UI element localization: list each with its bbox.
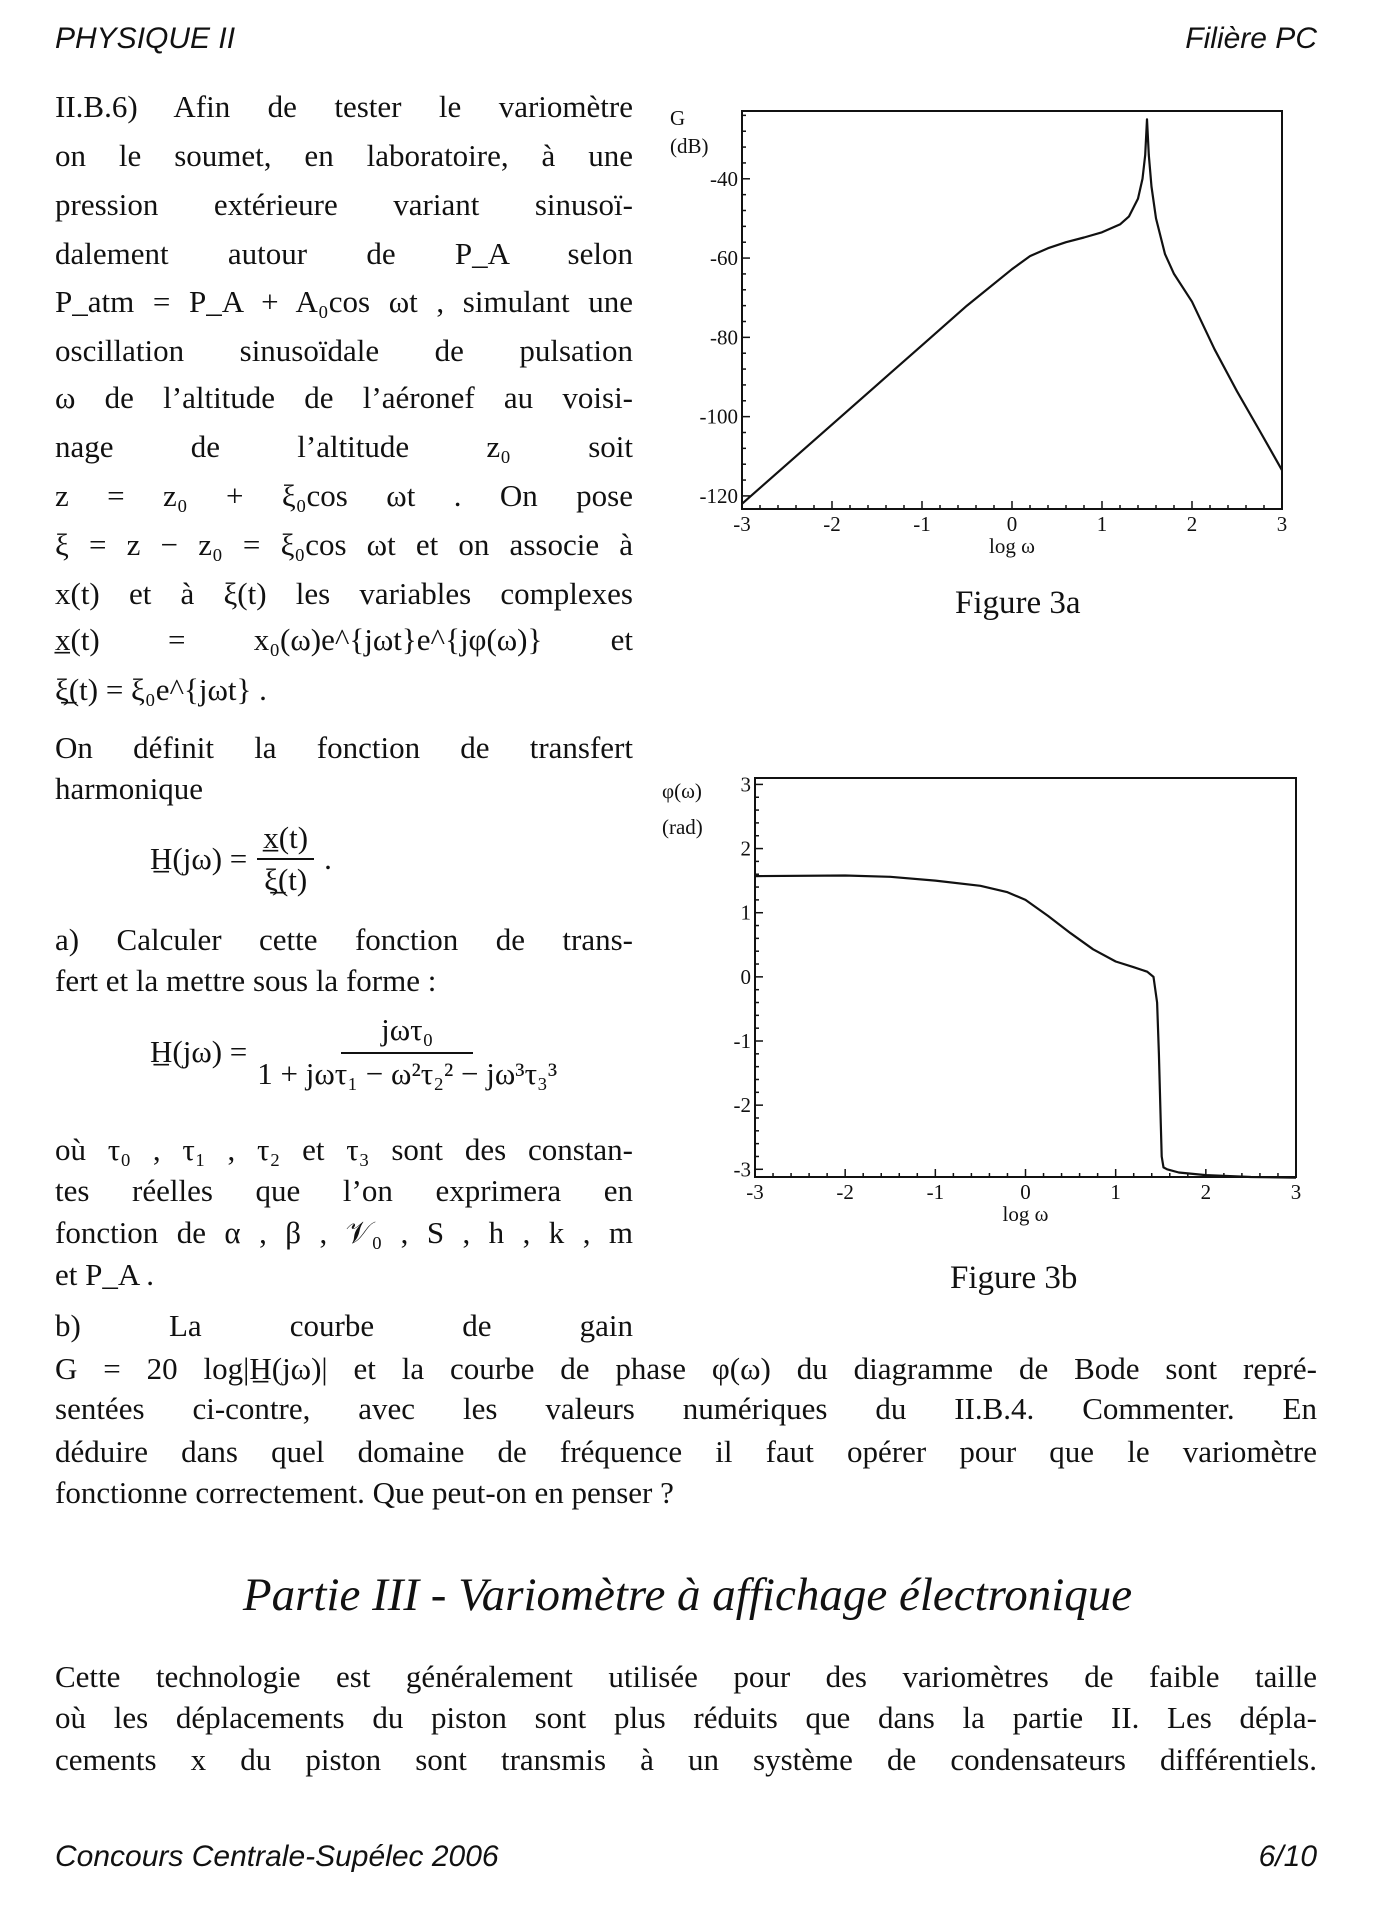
y-tick-label: 0 (740, 964, 751, 989)
text-line: où τ₀ , τ₁ , τ₂ et τ₃ sont des constan- (55, 1132, 633, 1167)
formula-lhs: H̲(jω) = (150, 1034, 248, 1069)
data-series-line (742, 119, 1282, 504)
transfer-function-definition (150, 820, 332, 898)
y-tick-label: -3 (733, 1157, 751, 1182)
text-line: ξ = z − z₀ = ξ₀cos ωt et on associe à (55, 527, 633, 562)
text-line: b) La courbe de gain (55, 1308, 633, 1343)
y-tick-label: 2 (740, 836, 751, 861)
x-tick-label: 2 (1186, 512, 1198, 536)
text-line: x̲(t) = x₀(ω)e^{jωt}e^{jφ(ω)} et (55, 622, 633, 657)
gain-bode-chart (650, 90, 1310, 570)
denominator: 1 + jωτ₁ − ω²τ₂² − jω³τ₃³ (257, 1056, 558, 1091)
figure-3b-caption: Figure 3b (950, 1260, 1078, 1296)
plot-frame (742, 111, 1282, 509)
x-tick-label: 2 (1200, 1180, 1212, 1204)
text-line: nage de l’altitude z₀ soit (55, 429, 633, 464)
text-line: x(t) et à ξ(t) les variables complexes (55, 576, 633, 611)
y-tick-label: -2 (733, 1093, 751, 1118)
fraction (257, 820, 314, 898)
text-line: et P_A . (55, 1257, 155, 1292)
phase-bode-chart (650, 750, 1320, 1240)
x-tick-label: 1 (1110, 1180, 1121, 1204)
x-tick-label: 3 (1290, 1180, 1302, 1204)
denominator: ξ̲(t) (264, 862, 308, 897)
text-line: II.B.6) Afin de tester le variomètre (55, 89, 633, 124)
footer-left: Concours Centrale-Supélec 2006 (55, 1840, 499, 1873)
y-tick-label: -100 (699, 404, 738, 429)
text-line: fonctionne correctement. Que peut-on en penser ? (55, 1475, 674, 1510)
data-series-line (755, 876, 1296, 1178)
x-tick-label: -3 (746, 1180, 764, 1204)
text-line: oscillation sinusoïdale de pulsation (55, 333, 633, 368)
x-tick-label: -1 (926, 1180, 945, 1204)
y-tick-label: -40 (710, 166, 738, 191)
text-line: z = z₀ + ξ₀cos ωt . On pose (55, 478, 633, 513)
x-tick-label: -3 (733, 512, 751, 536)
y-tick-label: -120 (699, 483, 738, 508)
text-line: déduire dans quel domaine de fréquence il faut opérer pour que le variomètre (55, 1434, 1317, 1469)
text-line: ξ̲(t) = ξ₀e^{jωt} . (55, 672, 267, 707)
section-heading: Partie III - Variomètre à affichage électronique (242, 1569, 1133, 1621)
x-axis-label: log ω (1002, 1202, 1049, 1226)
x-tick-label: -1 (913, 512, 931, 536)
fraction (257, 1012, 557, 1092)
part-a-line: fert et la mettre sous la forme : (55, 963, 437, 998)
part-a-line: a) Calculer cette fonction de trans- (55, 922, 633, 957)
footer-right: 6/10 (1258, 1840, 1317, 1873)
text-line: cements x du piston sont transmis à un système de condensateurs différentiels. (55, 1742, 1317, 1777)
x-tick-label: -2 (823, 512, 841, 536)
numerator: x̲(t) (257, 820, 314, 860)
text-line: où les déplacements du piston sont plus réduits que dans la partie II. Les dépla- (55, 1700, 1317, 1735)
x-tick-label: 0 (1020, 1180, 1031, 1204)
y-axis-label: G (670, 106, 686, 130)
x-axis-label: log ω (989, 534, 1035, 558)
running-header-left: PHYSIQUE II (55, 22, 236, 55)
text-line: On définit la fonction de transfert (55, 730, 633, 765)
text-line: fonction de α , β , 𝒱₀ , S , h , k , m (55, 1215, 633, 1250)
y-tick-label: -60 (710, 246, 738, 271)
formula-period: . (324, 841, 332, 876)
y-tick-label: -80 (710, 325, 738, 350)
x-tick-label: 0 (1006, 512, 1018, 536)
y-axis-unit: (rad) (662, 815, 703, 839)
y-tick-label: 3 (740, 772, 751, 797)
text-line: P_atm = P_A + A₀cos ωt , simulant une (55, 284, 633, 319)
y-tick-label: 1 (740, 900, 751, 925)
y-axis-label: φ(ω) (662, 779, 702, 803)
text-line: dalement autour de P_A selon (55, 236, 633, 271)
plot-frame (755, 778, 1296, 1177)
formula-lhs: H̲(jω) = (150, 841, 248, 876)
text-line: pression extérieure variant sinusoï- (55, 187, 633, 222)
running-header-right: Filière PC (1185, 22, 1317, 55)
x-tick-label: 1 (1096, 512, 1108, 536)
text-line: Cette technologie est généralement utilisée pour des variomètres de faible taille (55, 1659, 1317, 1694)
text-line: harmonique (55, 771, 204, 806)
numerator: jωτ₀ (341, 1012, 473, 1054)
y-axis-unit: (dB) (670, 134, 709, 158)
transfer-function-form (150, 1012, 557, 1092)
text-line: on le soumet, en laboratoire, à une (55, 138, 633, 173)
text-line: G = 20 log|H̲(jω)| et la courbe de phase φ(ω) du diagramme de Bode sont repré- (55, 1351, 1317, 1386)
x-tick-label: -2 (836, 1180, 854, 1204)
x-tick-label: 3 (1276, 512, 1288, 536)
text-line: tes réelles que l’on exprimera en (55, 1173, 633, 1208)
text-line: sentées ci-contre, avec les valeurs numériques du II.B.4. Commenter. En (55, 1391, 1317, 1426)
y-tick-label: -1 (733, 1029, 751, 1054)
figure-3a-caption: Figure 3a (955, 585, 1081, 621)
text-line: ω de l’altitude de l’aéronef au voisi- (55, 380, 633, 415)
